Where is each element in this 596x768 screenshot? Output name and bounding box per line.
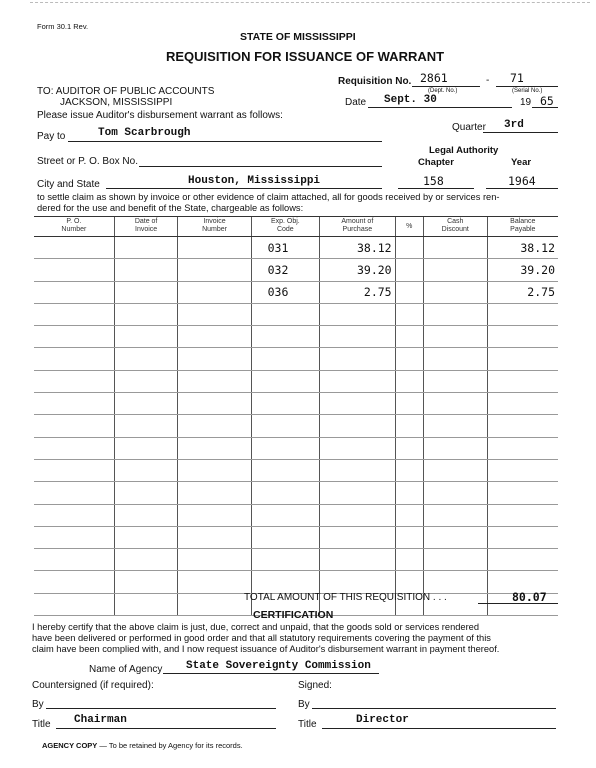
cell-balance-payable[interactable] [487, 370, 558, 392]
cell-balance-payable[interactable] [487, 393, 558, 415]
cell-cash-discount[interactable] [423, 571, 487, 593]
year-prefix: 19 [520, 97, 532, 108]
left-title-value[interactable]: Chairman [74, 714, 127, 726]
table-row [34, 526, 558, 548]
cell-po-number[interactable] [34, 326, 114, 348]
page-title: REQUISITION FOR ISSUANCE OF WARRANT [166, 49, 445, 64]
pay-to-line [68, 141, 382, 142]
cell-percent[interactable] [395, 303, 423, 325]
right-title-value[interactable]: Director [356, 714, 409, 726]
cell-invoice-number[interactable] [178, 482, 251, 504]
cell-cash-discount[interactable] [423, 459, 487, 481]
certification-title: CERTIFICATION [253, 609, 334, 621]
cell-balance-payable[interactable] [487, 526, 558, 548]
cell-cash-discount[interactable] [423, 237, 487, 259]
cell-exp-obj-code[interactable] [251, 303, 319, 325]
cell-date-of-invoice[interactable] [114, 415, 178, 437]
cell-date-of-invoice[interactable] [114, 437, 178, 459]
col-header-percent: % [395, 217, 423, 237]
cell-invoice-number[interactable] [178, 415, 251, 437]
col-header-po-number: P. O. Number [34, 217, 114, 237]
cell-cash-discount[interactable] [423, 259, 487, 281]
cell-percent[interactable] [395, 326, 423, 348]
cell-invoice-number[interactable] [178, 593, 251, 615]
table-row [34, 415, 558, 437]
date-label: Date [345, 97, 367, 108]
top-perforation [30, 2, 590, 3]
cell-amount-of-purchase[interactable] [320, 303, 396, 325]
cell-po-number[interactable] [34, 459, 114, 481]
cell-date-of-invoice[interactable] [114, 459, 178, 481]
cell-balance-payable[interactable] [487, 459, 558, 481]
street-line [139, 166, 382, 167]
signed-by-label: By [298, 699, 310, 710]
cell-exp-obj-code[interactable] [251, 393, 319, 415]
cell-percent[interactable] [395, 549, 423, 571]
cell-po-number[interactable] [34, 415, 114, 437]
cell-po-number[interactable] [34, 370, 114, 392]
cell-invoice-number[interactable] [178, 393, 251, 415]
cell-po-number[interactable] [34, 348, 114, 370]
cell-date-of-invoice[interactable] [114, 259, 178, 281]
cell-amount-of-purchase[interactable] [320, 459, 396, 481]
cell-po-number[interactable] [34, 571, 114, 593]
year-suffix-value[interactable]: 65 [540, 94, 554, 108]
cell-date-of-invoice[interactable] [114, 482, 178, 504]
cell-cash-discount[interactable] [423, 549, 487, 571]
cell-date-of-invoice[interactable] [114, 549, 178, 571]
cell-exp-obj-code[interactable] [251, 459, 319, 481]
city-value[interactable]: Houston, Mississippi [188, 175, 321, 187]
agency-name-value[interactable]: State Sovereignty Commission [186, 660, 371, 672]
table-row [34, 393, 558, 415]
cell-exp-obj-code[interactable] [251, 326, 319, 348]
signed-by-line[interactable] [312, 708, 556, 709]
cell-amount-of-purchase[interactable] [320, 571, 396, 593]
cell-date-of-invoice[interactable] [114, 504, 178, 526]
cell-balance-payable[interactable]: 39.20 [487, 259, 558, 281]
cell-cash-discount[interactable] [423, 326, 487, 348]
year-label: Year [511, 157, 532, 168]
table-row [34, 437, 558, 459]
table-row [34, 259, 558, 281]
cell-balance-payable[interactable] [487, 348, 558, 370]
cell-exp-obj-code[interactable] [251, 526, 319, 548]
cell-exp-obj-code[interactable] [251, 482, 319, 504]
cell-exp-obj-code[interactable] [251, 348, 319, 370]
cell-date-of-invoice[interactable] [114, 526, 178, 548]
street-label: Street or P. O. Box No. [37, 156, 138, 167]
cell-exp-obj-code[interactable] [251, 504, 319, 526]
left-title-line [56, 728, 276, 729]
cell-amount-of-purchase[interactable] [320, 526, 396, 548]
cell-amount-of-purchase[interactable] [320, 393, 396, 415]
cell-po-number[interactable] [34, 437, 114, 459]
certification-line-2: have been delivered or performed in good order and that all statutory requirements covering the payment of this [32, 633, 491, 643]
cell-amount-of-purchase[interactable] [320, 549, 396, 571]
to-auditor-line: TO: AUDITOR OF PUBLIC ACCOUNTS [37, 86, 215, 97]
col-header-amount-of-purchase: Amount of Purchase [320, 217, 396, 237]
cell-invoice-number[interactable] [178, 259, 251, 281]
cell-cash-discount[interactable] [423, 415, 487, 437]
cell-percent[interactable] [395, 459, 423, 481]
cell-invoice-number[interactable] [178, 237, 251, 259]
cell-percent[interactable] [395, 237, 423, 259]
cell-invoice-number[interactable] [178, 437, 251, 459]
cell-amount-of-purchase[interactable] [320, 415, 396, 437]
dept-no-line [412, 86, 480, 87]
cell-date-of-invoice[interactable] [114, 348, 178, 370]
pay-to-label: Pay to [37, 131, 66, 142]
cell-percent[interactable] [395, 571, 423, 593]
cell-balance-payable[interactable] [487, 326, 558, 348]
cell-balance-payable[interactable]: 2.75 [487, 281, 558, 303]
certification-line-1: I hereby certify that the above claim is just, due, correct and unpaid, that the goods sold or services rendered [32, 622, 480, 632]
cell-balance-payable[interactable] [487, 504, 558, 526]
settle-text-2: dered for the use and benefit of the State, chargeable as follows: [37, 203, 304, 213]
cell-invoice-number[interactable] [178, 459, 251, 481]
cell-cash-discount[interactable] [423, 504, 487, 526]
col-header-balance-payable: Balance Payable [487, 217, 558, 237]
footer-note [42, 741, 243, 750]
cell-date-of-invoice[interactable] [114, 393, 178, 415]
agency-copy-note: — To be retained by Agency for its records. [99, 741, 243, 750]
cell-exp-obj-code[interactable]: 036 [251, 281, 319, 303]
cell-balance-payable[interactable] [487, 437, 558, 459]
cell-date-of-invoice[interactable] [114, 281, 178, 303]
legal-year-value[interactable]: 1964 [508, 174, 536, 188]
cell-exp-obj-code[interactable]: 031 [251, 237, 319, 259]
cell-exp-obj-code[interactable] [251, 437, 319, 459]
col-header-invoice-number: Invoice Number [178, 217, 251, 237]
cell-exp-obj-code[interactable] [251, 549, 319, 571]
cell-invoice-number[interactable] [178, 526, 251, 548]
pay-to-value[interactable]: Tom Scarbrough [98, 127, 191, 139]
cell-percent[interactable] [395, 348, 423, 370]
cell-amount-of-purchase[interactable] [320, 370, 396, 392]
cell-amount-of-purchase[interactable]: 39.20 [320, 259, 396, 281]
cell-invoice-number[interactable] [178, 326, 251, 348]
quarter-label: Quarter [452, 122, 486, 133]
agency-name-label: Name of Agency [89, 664, 163, 675]
claim-table [34, 216, 558, 616]
cell-invoice-number[interactable] [178, 504, 251, 526]
table-row [34, 504, 558, 526]
col-header-exp-obj-code: Exp. Obj. Code [251, 217, 319, 237]
serial-no-value[interactable]: 71 [510, 71, 524, 85]
cell-amount-of-purchase[interactable] [320, 504, 396, 526]
cell-balance-payable[interactable] [487, 482, 558, 504]
legal-authority-label: Legal Authority [429, 145, 499, 156]
chapter-value[interactable]: 158 [423, 174, 444, 188]
cell-percent[interactable] [395, 504, 423, 526]
cell-po-number[interactable] [34, 593, 114, 615]
instruction-text: Please issue Auditor's disbursement warrant as follows: [37, 110, 283, 121]
cell-cash-discount[interactable] [423, 348, 487, 370]
cell-amount-of-purchase[interactable]: 2.75 [320, 281, 396, 303]
table-row [34, 303, 558, 325]
cell-balance-payable[interactable] [487, 549, 558, 571]
countersigned-by-label: By [32, 699, 44, 710]
cell-invoice-number[interactable] [178, 348, 251, 370]
certification-line-3: claim have been complied with, and I now request issuance of Auditor's disbursement warrant in payment thereof. [32, 644, 500, 654]
cell-percent[interactable] [395, 393, 423, 415]
cell-po-number[interactable] [34, 526, 114, 548]
signed-label: Signed: [298, 680, 332, 691]
table-row [34, 459, 558, 481]
quarter-value[interactable]: 3rd [504, 119, 524, 131]
cell-date-of-invoice[interactable] [114, 237, 178, 259]
table-header-row [34, 217, 558, 237]
cell-date-of-invoice[interactable] [114, 370, 178, 392]
state-heading: STATE OF MISSISSIPPI [240, 31, 356, 43]
cell-po-number[interactable] [34, 393, 114, 415]
cell-po-number[interactable] [34, 549, 114, 571]
cell-invoice-number[interactable] [178, 281, 251, 303]
cell-cash-discount[interactable] [423, 393, 487, 415]
requisition-dash: - [486, 75, 490, 86]
total-label: TOTAL AMOUNT OF THIS REQUISITION . . . [244, 592, 447, 603]
cell-amount-of-purchase[interactable] [320, 326, 396, 348]
dept-no-value[interactable]: 2861 [420, 71, 448, 85]
cell-amount-of-purchase[interactable]: 38.12 [320, 237, 396, 259]
cell-balance-payable[interactable] [487, 415, 558, 437]
cell-date-of-invoice[interactable] [114, 571, 178, 593]
table-row [34, 549, 558, 571]
cell-cash-discount[interactable] [423, 482, 487, 504]
table-row [34, 326, 558, 348]
chapter-line [398, 188, 474, 189]
table-row [34, 348, 558, 370]
date-value[interactable]: Sept. 30 [384, 94, 437, 106]
cell-date-of-invoice[interactable] [114, 326, 178, 348]
cell-po-number[interactable] [34, 504, 114, 526]
cell-po-number[interactable] [34, 259, 114, 281]
cell-percent[interactable] [395, 415, 423, 437]
form-number: Form 30.1 Rev. [37, 22, 89, 31]
serial-no-line [496, 86, 558, 87]
date-line [368, 107, 512, 108]
cell-balance-payable[interactable]: 38.12 [487, 237, 558, 259]
cell-invoice-number[interactable] [178, 571, 251, 593]
legal-year-line [486, 188, 558, 189]
cell-po-number[interactable] [34, 237, 114, 259]
auditor-city-line: JACKSON, MISSISSIPPI [60, 97, 173, 108]
right-title-label: Title [298, 719, 317, 730]
cell-amount-of-purchase[interactable] [320, 348, 396, 370]
cell-date-of-invoice[interactable] [114, 593, 178, 615]
cell-amount-of-purchase[interactable] [320, 482, 396, 504]
left-title-label: Title [32, 719, 51, 730]
right-title-line [322, 728, 556, 729]
cell-amount-of-purchase[interactable] [320, 437, 396, 459]
cell-percent[interactable] [395, 482, 423, 504]
cell-cash-discount[interactable] [423, 437, 487, 459]
requisition-label: Requisition No. [338, 76, 412, 87]
city-label: City and State [37, 179, 100, 190]
cell-percent[interactable] [395, 259, 423, 281]
cell-date-of-invoice[interactable] [114, 303, 178, 325]
cell-cash-discount[interactable] [423, 370, 487, 392]
dept-no-caption: (Dept. No.) [428, 88, 458, 94]
col-header-date-of-invoice: Date of Invoice [114, 217, 178, 237]
serial-no-caption: (Serial No.) [512, 88, 543, 94]
total-value[interactable]: 80.07 [512, 590, 547, 604]
agency-name-line [163, 673, 379, 674]
cell-exp-obj-code[interactable] [251, 370, 319, 392]
cell-invoice-number[interactable] [178, 549, 251, 571]
cell-invoice-number[interactable] [178, 370, 251, 392]
city-line [106, 188, 382, 189]
table-row [34, 571, 558, 593]
cell-cash-discount[interactable] [423, 303, 487, 325]
cell-percent[interactable] [395, 526, 423, 548]
countersigned-label: Countersigned (if required): [32, 680, 154, 691]
cell-cash-discount[interactable] [423, 526, 487, 548]
cell-exp-obj-code[interactable] [251, 415, 319, 437]
cell-balance-payable[interactable] [487, 303, 558, 325]
table-row [34, 370, 558, 392]
cell-percent[interactable] [395, 281, 423, 303]
cell-invoice-number[interactable] [178, 303, 251, 325]
cell-percent[interactable] [395, 370, 423, 392]
col-header-cash-discount: Cash Discount [423, 217, 487, 237]
cell-exp-obj-code[interactable]: 032 [251, 259, 319, 281]
cell-exp-obj-code[interactable] [251, 571, 319, 593]
table-row [34, 237, 558, 259]
agency-copy-label: AGENCY COPY [42, 741, 98, 750]
cell-po-number[interactable] [34, 482, 114, 504]
chapter-label: Chapter [418, 157, 454, 168]
table-row [34, 482, 558, 504]
quarter-line [483, 132, 558, 133]
cell-po-number[interactable] [34, 281, 114, 303]
cell-percent[interactable] [395, 437, 423, 459]
table-row [34, 281, 558, 303]
cell-cash-discount[interactable] [423, 281, 487, 303]
countersigned-by-line[interactable] [46, 708, 276, 709]
cell-po-number[interactable] [34, 303, 114, 325]
settle-text-1: to settle claim as shown by invoice or other evidence of claim attached, all for goods received by or services ren- [37, 192, 500, 202]
